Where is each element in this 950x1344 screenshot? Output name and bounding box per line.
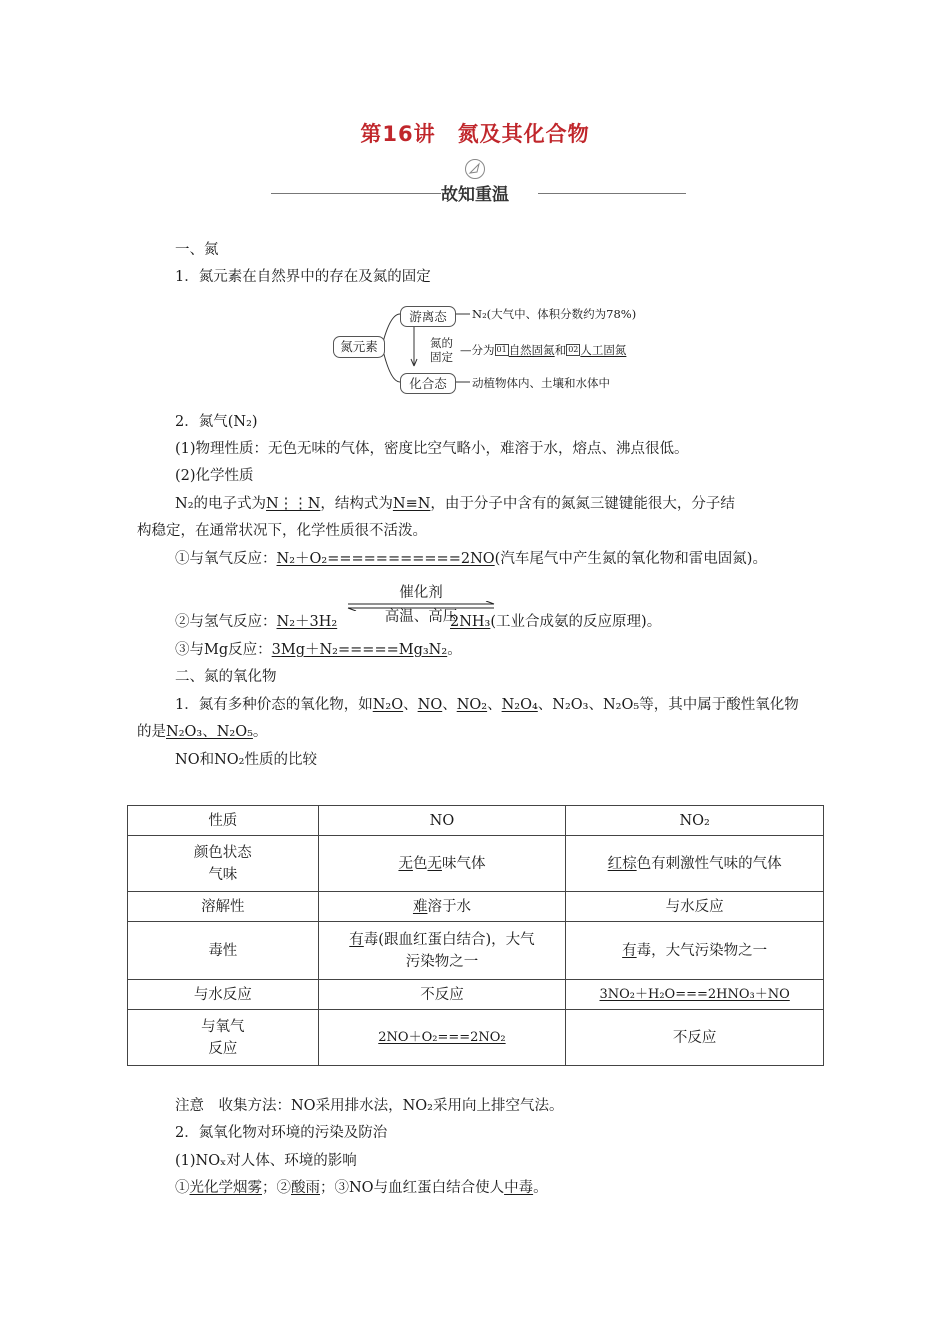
table-cell-no2: 红棕色有刺激性气味的气体 bbox=[566, 836, 824, 892]
table-row bbox=[128, 980, 824, 1010]
reaction-hydrogen: ②与氢气反应：N₂＋3H₂ bbox=[175, 614, 338, 630]
subheading-nitrogen-gas: 2．氮气(N₂) bbox=[175, 414, 258, 430]
subheading-pollution: 2．氮氧化物对环境的污染及防治 bbox=[175, 1125, 388, 1141]
oxide-item: NO bbox=[417, 697, 443, 713]
table-cell-no: 2NO＋O₂===2NO₂ bbox=[318, 1010, 566, 1066]
table-cell-no2: 不反应 bbox=[566, 1010, 824, 1066]
free-state-description: N₂(大气中、体积分数约为78%) bbox=[472, 307, 637, 321]
physical-properties: (1)物理性质：无色无味的气体，密度比空气略小，难溶于水，熔点、沸点很低。 bbox=[175, 441, 689, 457]
leaf-emblem-icon bbox=[464, 158, 486, 180]
reaction-magnesium: ③与Mg反应：3Mg＋N₂=====Mg₃N₂。 bbox=[175, 642, 462, 658]
reaction-oxygen-equation: N₂＋O₂===========2NO bbox=[276, 551, 495, 567]
subheading-effects: (1)NOₓ对人体、环境的影响 bbox=[175, 1153, 357, 1169]
effect-acid-rain: 酸雨 bbox=[291, 1180, 320, 1196]
oxide-item: N₂O bbox=[372, 697, 404, 713]
table-row bbox=[128, 892, 824, 922]
reaction-oxygen: ①与氧气反应：N₂＋O₂===========2NO(汽车尾气中产生氮的氧化物和雷电固氮)。 bbox=[175, 551, 767, 567]
chemical-heading: (2)化学性质 bbox=[175, 468, 254, 484]
blank-number-02: 02 bbox=[568, 345, 579, 354]
table-row bbox=[128, 836, 824, 892]
table-cell-property: 颜色状态 气味 bbox=[128, 836, 319, 892]
fixation-label: 氮的 固定 bbox=[430, 336, 453, 364]
node-combined-state: 化合态 bbox=[400, 373, 456, 394]
table-cell-property: 毒性 bbox=[128, 922, 319, 980]
oxide-item: N₂O₄ bbox=[501, 697, 538, 713]
table-cell-property: 与水反应 bbox=[128, 980, 319, 1010]
table-header-cell: NO bbox=[318, 806, 566, 836]
table-cell-no: 有毒(跟血红蛋白结合)，大气 污染物之一 bbox=[318, 922, 566, 980]
node-nitrogen-element: 氮元素 bbox=[333, 336, 385, 358]
table-cell-no2: 与水反应 bbox=[566, 892, 824, 922]
effects-line: ①光化学烟雾；②酸雨；③NO与血红蛋白结合使人中毒。 bbox=[175, 1180, 548, 1196]
oxides-line-2: 的是N₂O₃、N₂O₅。 bbox=[137, 724, 268, 740]
blank-number-01: 01 bbox=[496, 345, 507, 354]
table-row bbox=[128, 1010, 824, 1066]
structural-formula: N≡N bbox=[392, 496, 431, 512]
natural-fixation: 自然固氮 bbox=[508, 343, 555, 357]
structure-line: N₂的电子式为N⋮⋮N，结构式为N≡N，由于分子中含有的氮氮三键键能很大，分子结 bbox=[175, 496, 735, 512]
reaction-hydrogen-product: 2NH₃(工业合成氨的反应原理)。 bbox=[450, 614, 662, 630]
table-cell-no2: 3NO₂＋H₂O===2HNO₃＋NO bbox=[566, 980, 824, 1010]
table-header-cell: NO₂ bbox=[566, 806, 824, 836]
table-header-cell: 性质 bbox=[128, 806, 319, 836]
reaction-hydrogen-reactants: N₂＋3H₂ bbox=[276, 614, 338, 630]
catalyst-condition: 催化剂 bbox=[399, 585, 443, 601]
table-cell-no: 难溶于水 bbox=[318, 892, 566, 922]
collection-note: 注意 收集方法：NO采用排水法，NO₂采用向上排空气法。 bbox=[175, 1098, 564, 1114]
heading-nitrogen: 一、氮 bbox=[175, 242, 219, 258]
oxide-item: NO₂ bbox=[456, 697, 488, 713]
fixation-types: —分为 01 自然固氮和 02 人工固氮 bbox=[460, 343, 627, 357]
electron-formula: N⋮⋮N bbox=[266, 496, 321, 512]
table-cell-no2: 有毒，大气污染物之一 bbox=[566, 922, 824, 980]
subheading-existence: 1．氮元素在自然界中的存在及氮的固定 bbox=[175, 269, 431, 285]
combined-state-description: 动植物体内、土壤和水体中 bbox=[472, 376, 610, 390]
node-free-state: 游离态 bbox=[400, 306, 456, 327]
comparison-table bbox=[127, 805, 824, 1066]
table-cell-no: 无色无味气体 bbox=[318, 836, 566, 892]
heading-oxides: 二、氮的氧化物 bbox=[175, 669, 277, 685]
table-row bbox=[128, 922, 824, 980]
reaction-magnesium-equation: 3Mg＋N₂=====Mg₃N₂ bbox=[271, 642, 448, 658]
comparison-title: NO和NO₂性质的比较 bbox=[175, 752, 317, 768]
temperature-pressure-condition: 高温、高压 bbox=[384, 609, 458, 625]
structure-line-2: 构稳定，在通常状况下，化学性质很不活泼。 bbox=[137, 523, 427, 539]
effect-poisoning: 中毒 bbox=[504, 1180, 534, 1196]
oxides-line-1: 1．氮有多种价态的氧化物，如N₂O、NO、NO₂、N₂O₄、N₂O₃、N₂O₅等，其中属于酸性氧化物 bbox=[175, 697, 799, 713]
table-cell-property: 与氧气 反应 bbox=[128, 1010, 319, 1066]
table-header-row bbox=[128, 806, 824, 836]
section-title: 故知重温 bbox=[441, 185, 509, 205]
acidic-oxides: N₂O₃、N₂O₅ bbox=[166, 724, 253, 740]
page-title: 第16讲 氮及其化合物 bbox=[360, 122, 590, 146]
table-cell-no: 不反应 bbox=[318, 980, 566, 1010]
effect-photochemical-smog: 光化学烟雾 bbox=[189, 1180, 262, 1196]
artificial-fixation: 人工固氮 bbox=[580, 343, 627, 357]
table-cell-property: 溶解性 bbox=[128, 892, 319, 922]
